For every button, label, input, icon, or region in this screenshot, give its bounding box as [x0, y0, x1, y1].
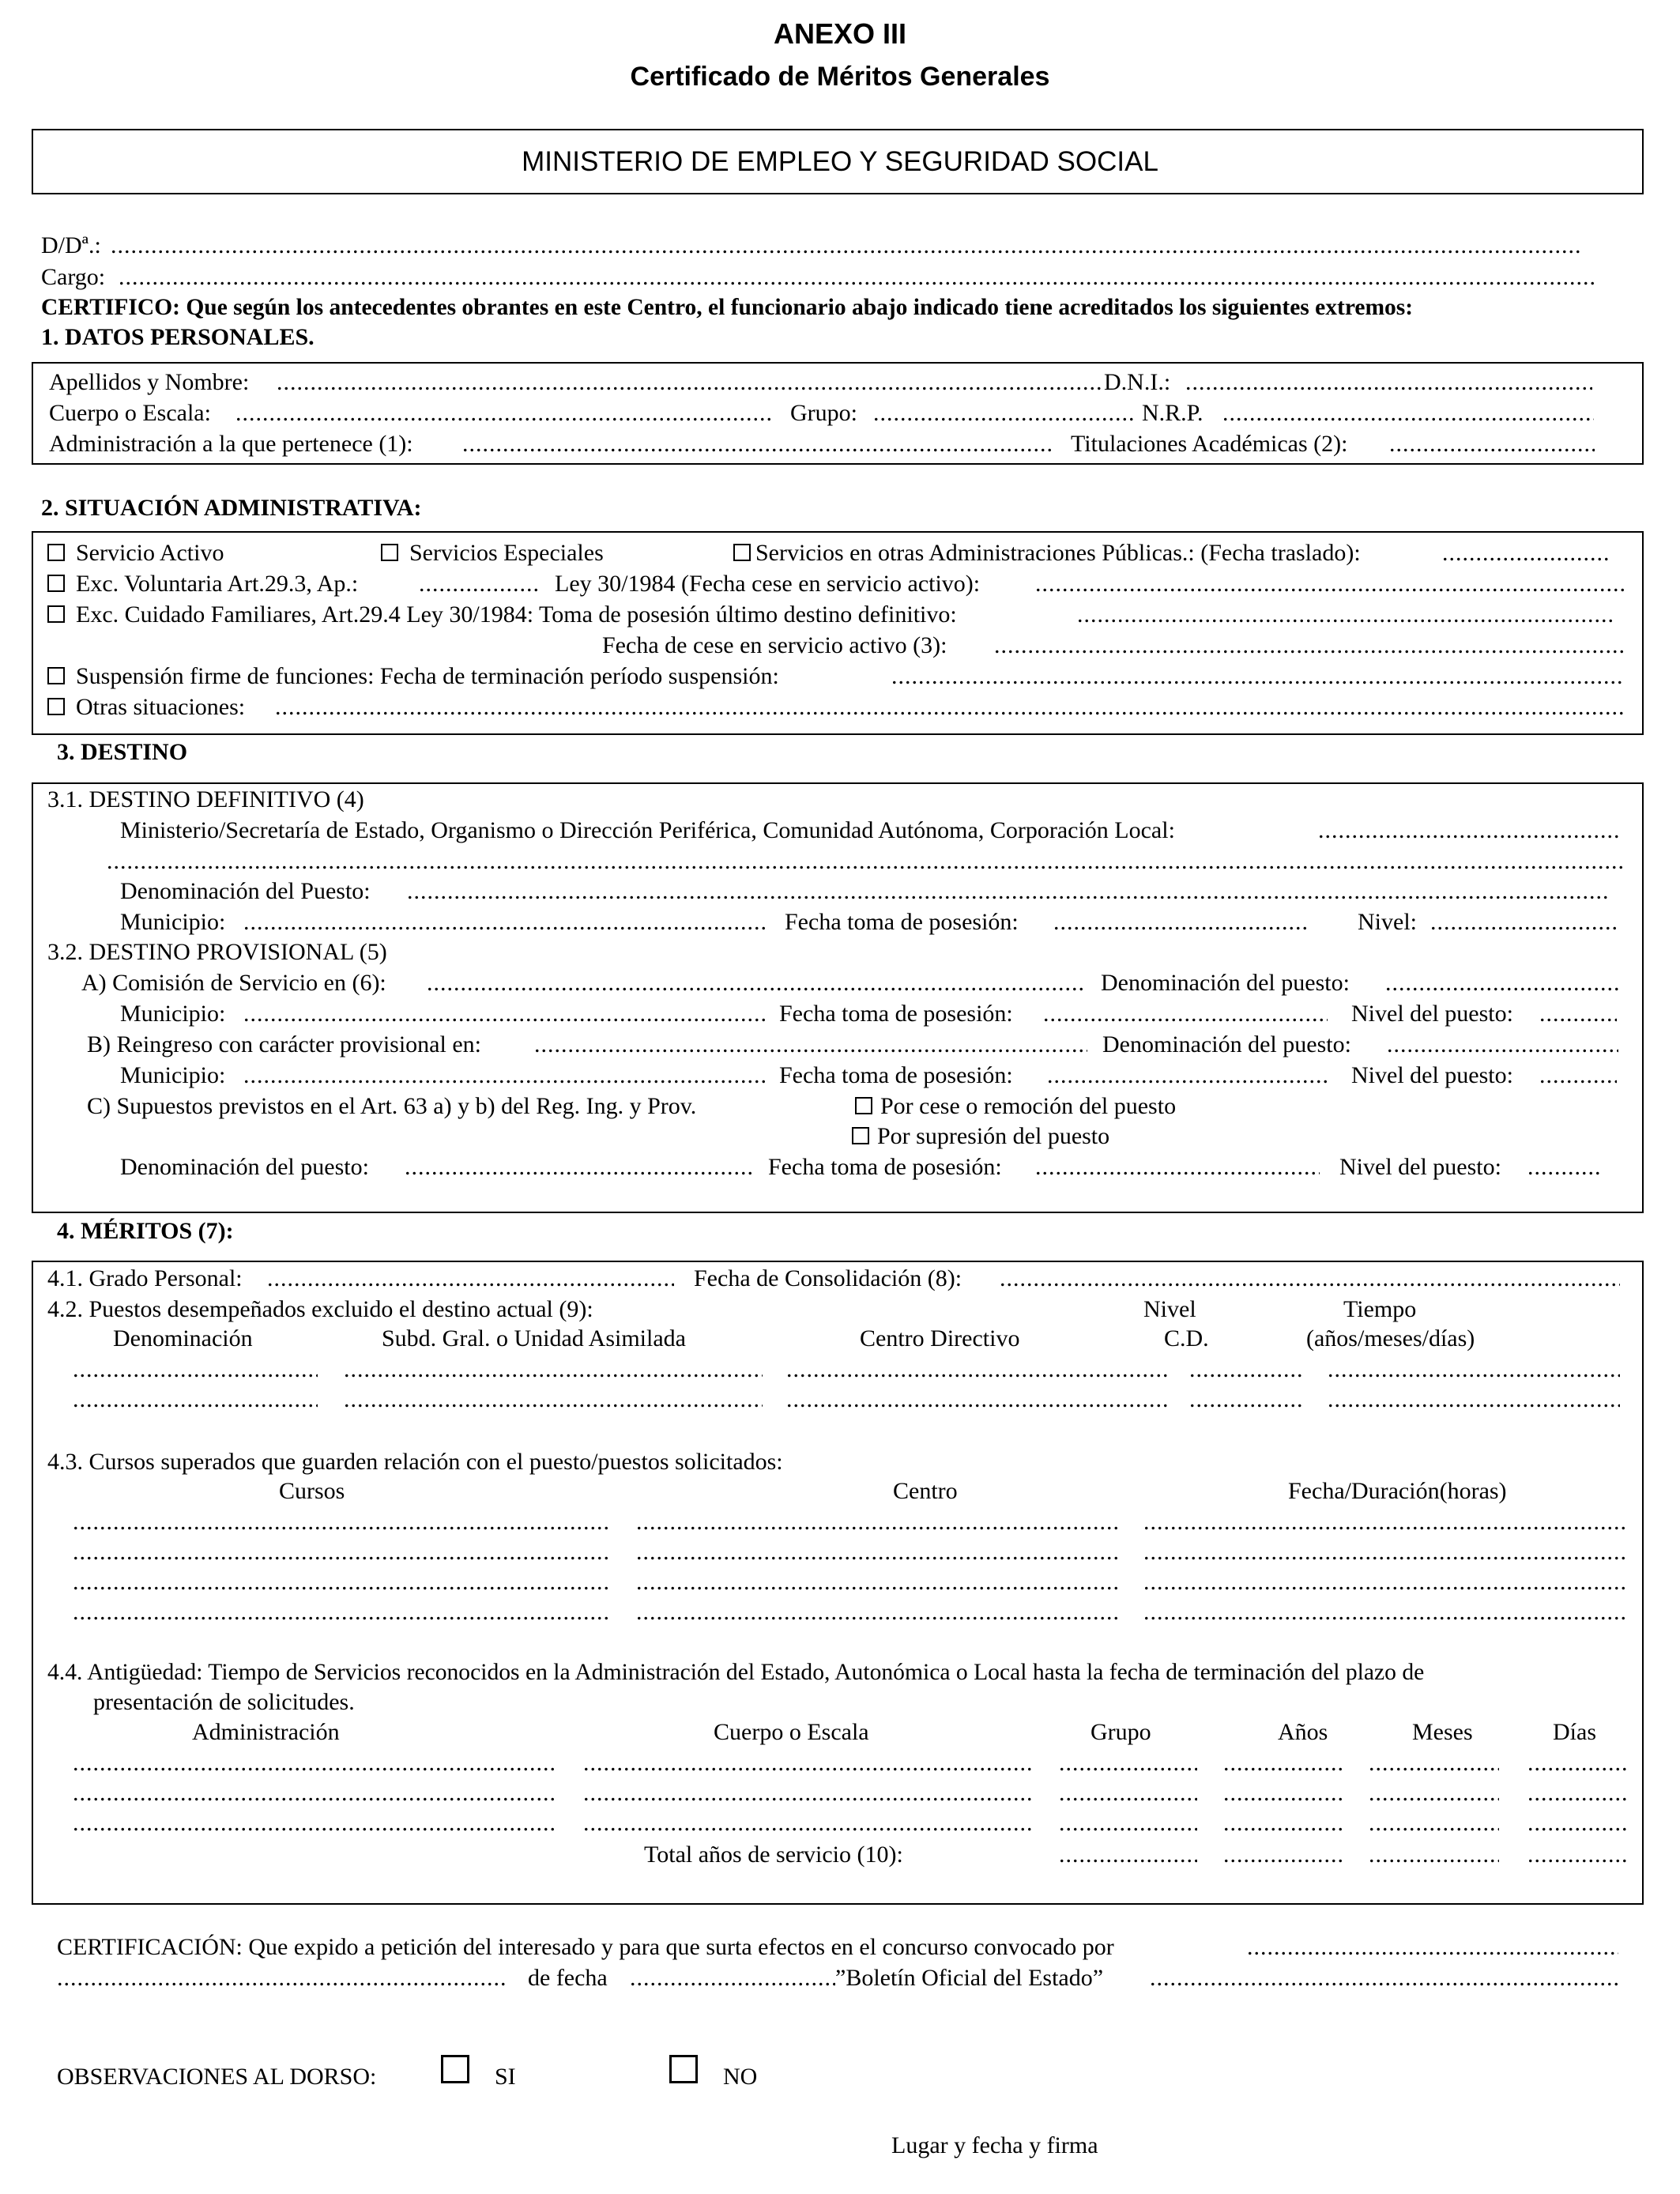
titulaciones-field[interactable]: [1389, 430, 1595, 458]
annex-title: ANEXO III: [773, 17, 907, 50]
certificacion-statement: CERTIFICACIÓN: Que expido a petición del interesado y para que surta efectos en el concurso convocado por: [57, 1934, 1114, 1960]
denominacion-def-label: Denominación del Puesto:: [120, 878, 371, 904]
antiguedad-row-3-administracion[interactable]: [73, 1809, 557, 1838]
antiguedad-row-3-dias[interactable]: [1527, 1809, 1626, 1838]
grado-label: 4.1. Grado Personal:: [47, 1265, 243, 1291]
denominacion-a-field[interactable]: [1385, 969, 1618, 997]
checkbox-icon[interactable]: [47, 575, 65, 592]
grupo-label: Grupo:: [790, 400, 857, 426]
exc-voluntaria-option[interactable]: [47, 570, 358, 598]
checkbox-icon[interactable]: [47, 667, 65, 684]
por-cese-label: Por cese o remoción del puesto: [880, 1093, 1177, 1119]
toma-posesion-field[interactable]: [1077, 601, 1614, 629]
total-grupo-field[interactable]: [1059, 1841, 1197, 1869]
grupo-field[interactable]: [873, 399, 1134, 428]
denominacion-b-label: Denominación del puesto:: [1102, 1031, 1351, 1057]
otras-admin-option[interactable]: [733, 539, 1361, 567]
cargo-label: Cargo:: [41, 264, 106, 290]
denominacion-c-label: Denominación del puesto:: [120, 1154, 369, 1180]
cursos-row-1-centro[interactable]: [636, 1508, 1118, 1536]
servicios-especiales-option[interactable]: [381, 539, 604, 567]
comision-field[interactable]: [427, 969, 1087, 997]
nivel-def-field[interactable]: [1430, 908, 1616, 937]
document-title: Certificado de Méritos Generales: [630, 62, 1050, 92]
no-label: NO: [723, 2064, 758, 2090]
puestos-row-1-centro[interactable]: [786, 1355, 1170, 1384]
otras-situaciones-label: Otras situaciones:: [76, 694, 246, 720]
servicios-especiales-label: Servicios Especiales: [409, 540, 604, 566]
municipio-def-label: Municipio:: [120, 909, 226, 935]
concurso-field[interactable]: [1247, 1933, 1618, 1962]
total-servicio-label: Total años de servicio (10):: [644, 1842, 903, 1868]
cuerpo-field[interactable]: [235, 399, 773, 428]
supuestos-label: C) Supuestos previstos en el Art. 63 a) y b) del Reg. Ing. y Prov.: [87, 1093, 697, 1119]
ministerio-label: Ministerio/Secretaría de Estado, Organismo o Dirección Periférica, Comunidad Autónoma, Corporación Local:: [120, 817, 1175, 843]
total-meses-field[interactable]: [1369, 1841, 1499, 1869]
nivel-c-label: Nivel del puesto:: [1339, 1154, 1501, 1180]
amd-header: (años/meses/días): [1306, 1325, 1475, 1351]
signature-label: Lugar y fecha y firma: [891, 2132, 1098, 2158]
cuerpo-label: Cuerpo o Escala:: [49, 400, 211, 426]
puestos-row-2-denominacion[interactable]: [73, 1385, 318, 1414]
grado-field[interactable]: [267, 1265, 674, 1293]
cursos-row-2-centro[interactable]: [636, 1538, 1118, 1566]
ley-cese-field[interactable]: [1035, 570, 1624, 598]
servicio-activo-label: Servicio Activo: [76, 540, 224, 566]
no-checkbox[interactable]: [669, 2055, 698, 2083]
por-supresion-option[interactable]: [852, 1122, 1109, 1151]
antiguedad-row-1-cuerpo[interactable]: [583, 1749, 1034, 1777]
municipio-a-label: Municipio:: [120, 1001, 226, 1027]
cursos-row-3-curso[interactable]: [73, 1568, 610, 1596]
servicio-activo-option[interactable]: [47, 539, 224, 567]
municipio-def-field[interactable]: [243, 908, 765, 937]
fecha-consolidacion-label: Fecha de Consolidación (8):: [694, 1265, 962, 1291]
checkbox-icon[interactable]: [47, 544, 65, 561]
grupo-header: Grupo: [1090, 1719, 1151, 1745]
otras-situaciones-option[interactable]: [47, 693, 245, 722]
fecha-traslado-field[interactable]: [1442, 539, 1608, 567]
denominacion-b-field[interactable]: [1387, 1031, 1618, 1059]
si-checkbox[interactable]: [441, 2055, 469, 2083]
fecha-duracion-header: Fecha/Duración(horas): [1288, 1478, 1507, 1504]
dias-header: Días: [1553, 1719, 1596, 1745]
exc-voluntaria-ap-field[interactable]: [419, 570, 541, 598]
exc-cuidado-label: Exc. Cuidado Familiares, Art.29.4 Ley 30/1984: Toma de posesión último destino definitivo:: [76, 601, 957, 628]
titulaciones-label: Titulaciones Académicas (2):: [1071, 431, 1348, 457]
antiguedad-row-2-administracion[interactable]: [73, 1779, 557, 1808]
administracion-label: Administración a la que pertenece (1):: [49, 431, 413, 457]
fecha-toma-a-field[interactable]: [1043, 1000, 1328, 1028]
antiguedad-row-3-meses[interactable]: [1369, 1809, 1499, 1838]
dd-label: D/Dª.:: [41, 232, 101, 258]
cursos-row-2-fecha[interactable]: [1143, 1538, 1625, 1566]
puestos-row-2-centro[interactable]: [786, 1385, 1170, 1414]
concurso-field-2[interactable]: [57, 1964, 507, 1992]
puestos-row-1-denominacion[interactable]: [73, 1355, 318, 1384]
de-fecha-label: de fecha: [528, 1965, 608, 1991]
antiguedad-row-1-meses[interactable]: [1369, 1749, 1499, 1777]
nrp-label: N.R.P.: [1142, 400, 1203, 426]
antiguedad-row-2-grupo[interactable]: [1059, 1779, 1197, 1808]
fecha-toma-def-label: Fecha toma de posesión:: [785, 909, 1019, 935]
cursos-row-2-curso[interactable]: [73, 1538, 610, 1566]
destino-provisional-title: 3.2. DESTINO PROVISIONAL (5): [47, 939, 387, 965]
nivel-b-field[interactable]: [1539, 1061, 1617, 1090]
nivel-b-label: Nivel del puesto:: [1351, 1062, 1513, 1088]
municipio-b-label: Municipio:: [120, 1062, 226, 1088]
municipio-b-field[interactable]: [243, 1061, 765, 1090]
observaciones-label: OBSERVACIONES AL DORSO:: [57, 2064, 377, 2090]
total-dias-field[interactable]: [1527, 1841, 1626, 1869]
ley-cese-label: Ley 30/1984 (Fecha cese en servicio activo):: [555, 571, 981, 597]
nivel-a-label: Nivel del puesto:: [1351, 1001, 1513, 1027]
subd-header: Subd. Gral. o Unidad Asimilada: [382, 1325, 686, 1351]
fecha-toma-b-field[interactable]: [1047, 1061, 1328, 1090]
fecha-toma-c-field[interactable]: [1035, 1153, 1320, 1182]
total-anos-field[interactable]: [1223, 1841, 1342, 1869]
si-label: SI: [495, 2064, 516, 2090]
cursos-section-label: 4.3. Cursos superados que guarden relación con el puesto/puestos solicitados:: [47, 1449, 783, 1475]
cursos-row-4-curso[interactable]: [73, 1598, 610, 1627]
suspension-option[interactable]: [47, 662, 779, 691]
cuerpo-escala-header: Cuerpo o Escala: [714, 1719, 869, 1745]
fecha-consolidacion-field[interactable]: [1000, 1265, 1620, 1293]
section-1-title: 1. DATOS PERSONALES.: [41, 324, 315, 350]
apellidos-label: Apellidos y Nombre:: [49, 369, 250, 395]
denominacion-c-field[interactable]: [405, 1153, 752, 1182]
comision-label: A) Comisión de Servicio en (6):: [81, 970, 386, 996]
exc-cuidado-option[interactable]: [47, 601, 957, 629]
checkbox-icon[interactable]: [47, 605, 65, 623]
centro-directivo-header: Centro Directivo: [860, 1325, 1020, 1351]
antiguedad-row-3-grupo[interactable]: [1059, 1809, 1197, 1838]
checkbox-icon[interactable]: [381, 544, 398, 561]
fecha-toma-c-label: Fecha toma de posesión:: [768, 1154, 1002, 1180]
exc-voluntaria-label: Exc. Voluntaria Art.29.3, Ap.:: [76, 571, 359, 597]
puestos-row-2-subd[interactable]: [344, 1385, 763, 1414]
antiguedad-label: 4.4. Antigüedad: Tiempo de Servicios reconocidos en la Administración del Estado, Autonómica o Local hasta la fecha de terminación del plazo de: [47, 1660, 1425, 1685]
certifico-statement: CERTIFICO: Que según los antecedentes obrantes en este Centro, el funcionario abajo indicado tiene acreditados los siguientes extremos:: [41, 295, 1414, 320]
antiguedad-row-2-meses[interactable]: [1369, 1779, 1499, 1808]
antiguedad-row-3-anos[interactable]: [1223, 1809, 1342, 1838]
dd-field[interactable]: [111, 232, 1580, 260]
fecha-cese-field[interactable]: [994, 631, 1626, 660]
denominacion-header: Denominación: [113, 1325, 253, 1351]
ministerio-field-2[interactable]: [107, 847, 1622, 876]
antiguedad-row-1-administracion[interactable]: [73, 1749, 557, 1777]
boletin-label: ”Boletín Oficial del Estado”: [835, 1965, 1104, 1991]
reingreso-label: B) Reingreso con carácter provisional en:: [87, 1031, 481, 1057]
nivel-a-field[interactable]: [1539, 1000, 1617, 1028]
cursos-row-1-fecha[interactable]: [1143, 1508, 1625, 1536]
antiguedad-row-3-cuerpo[interactable]: [583, 1809, 1034, 1838]
otras-admin-label: Servicios en otras Administraciones Públicas.: (Fecha traslado):: [755, 540, 1361, 566]
denominacion-a-label: Denominación del puesto:: [1101, 970, 1350, 996]
section-3-title: 3. DESTINO: [57, 739, 188, 765]
antiguedad-row-1-anos[interactable]: [1223, 1749, 1342, 1777]
nrp-field[interactable]: [1222, 399, 1594, 428]
cursos-header: Cursos: [279, 1478, 345, 1504]
cursos-row-4-fecha[interactable]: [1143, 1598, 1625, 1627]
antiguedad-row-1-dias[interactable]: [1527, 1749, 1626, 1777]
administracion-header: Administración: [192, 1719, 340, 1745]
suspension-field[interactable]: [891, 662, 1624, 691]
centro-header: Centro: [893, 1478, 958, 1504]
antiguedad-label-2: presentación de solicitudes.: [93, 1689, 355, 1715]
por-supresion-label: Por supresión del puesto: [877, 1123, 1110, 1149]
apellidos-field[interactable]: [277, 368, 1102, 397]
suspension-label: Suspensión firme de funciones: Fecha de terminación período suspensión:: [76, 663, 779, 689]
cargo-field[interactable]: [119, 263, 1596, 292]
cursos-row-3-fecha[interactable]: [1143, 1568, 1625, 1596]
fecha-toma-b-label: Fecha toma de posesión:: [779, 1062, 1013, 1088]
ministerio-field[interactable]: [1318, 816, 1618, 845]
ministry-name: MINISTERIO DE EMPLEO Y SEGURIDAD SOCIAL: [522, 146, 1158, 177]
fecha-cese-label: Fecha de cese en servicio activo (3):: [602, 632, 947, 658]
denominacion-def-field[interactable]: [407, 877, 1608, 906]
otras-situaciones-field[interactable]: [275, 693, 1624, 722]
checkbox-icon[interactable]: [733, 544, 751, 561]
por-cese-option[interactable]: [855, 1092, 1176, 1121]
boletin-field[interactable]: [1150, 1964, 1618, 1992]
nivel-c-field[interactable]: [1527, 1153, 1603, 1182]
municipio-a-field[interactable]: [243, 1000, 765, 1028]
puestos-row-1-nivel[interactable]: [1189, 1355, 1304, 1384]
fecha-field[interactable]: [630, 1964, 835, 1992]
nivel-header: Nivel: [1143, 1296, 1196, 1322]
fecha-toma-def-field[interactable]: [1053, 908, 1306, 937]
antiguedad-row-2-anos[interactable]: [1223, 1779, 1342, 1808]
dni-label: D.N.I.:: [1104, 369, 1171, 395]
cd-header: C.D.: [1164, 1325, 1209, 1351]
destino-definitivo-title: 3.1. DESTINO DEFINITIVO (4): [47, 786, 364, 812]
nivel-def-label: Nivel:: [1358, 909, 1417, 935]
fecha-toma-a-label: Fecha toma de posesión:: [779, 1001, 1013, 1027]
puestos-row-1-tiempo[interactable]: [1328, 1355, 1620, 1384]
anos-header: Años: [1278, 1719, 1328, 1745]
reingreso-field[interactable]: [534, 1031, 1087, 1059]
section-4-title: 4. MÉRITOS (7):: [57, 1218, 234, 1244]
section-2-title: 2. SITUACIÓN ADMINISTRATIVA:: [41, 495, 422, 521]
checkbox-icon[interactable]: [852, 1127, 869, 1144]
meses-header: Meses: [1412, 1719, 1473, 1745]
cursos-row-1-curso[interactable]: [73, 1508, 610, 1536]
puestos-row-2-tiempo[interactable]: [1328, 1385, 1620, 1414]
puestos-row-2-nivel[interactable]: [1189, 1385, 1304, 1414]
tiempo-header: Tiempo: [1343, 1296, 1417, 1322]
antiguedad-row-2-cuerpo[interactable]: [583, 1779, 1034, 1808]
administracion-field[interactable]: [462, 430, 1055, 458]
cursos-row-4-centro[interactable]: [636, 1598, 1118, 1627]
puestos-row-1-subd[interactable]: [344, 1355, 763, 1384]
puestos-label: 4.2. Puestos desempeñados excluido el destino actual (9):: [47, 1296, 593, 1322]
dni-field[interactable]: [1185, 368, 1592, 397]
checkbox-icon[interactable]: [47, 698, 65, 715]
checkbox-icon[interactable]: [855, 1097, 872, 1114]
antiguedad-row-2-dias[interactable]: [1527, 1779, 1626, 1808]
antiguedad-row-1-grupo[interactable]: [1059, 1749, 1197, 1777]
cursos-row-3-centro[interactable]: [636, 1568, 1118, 1596]
